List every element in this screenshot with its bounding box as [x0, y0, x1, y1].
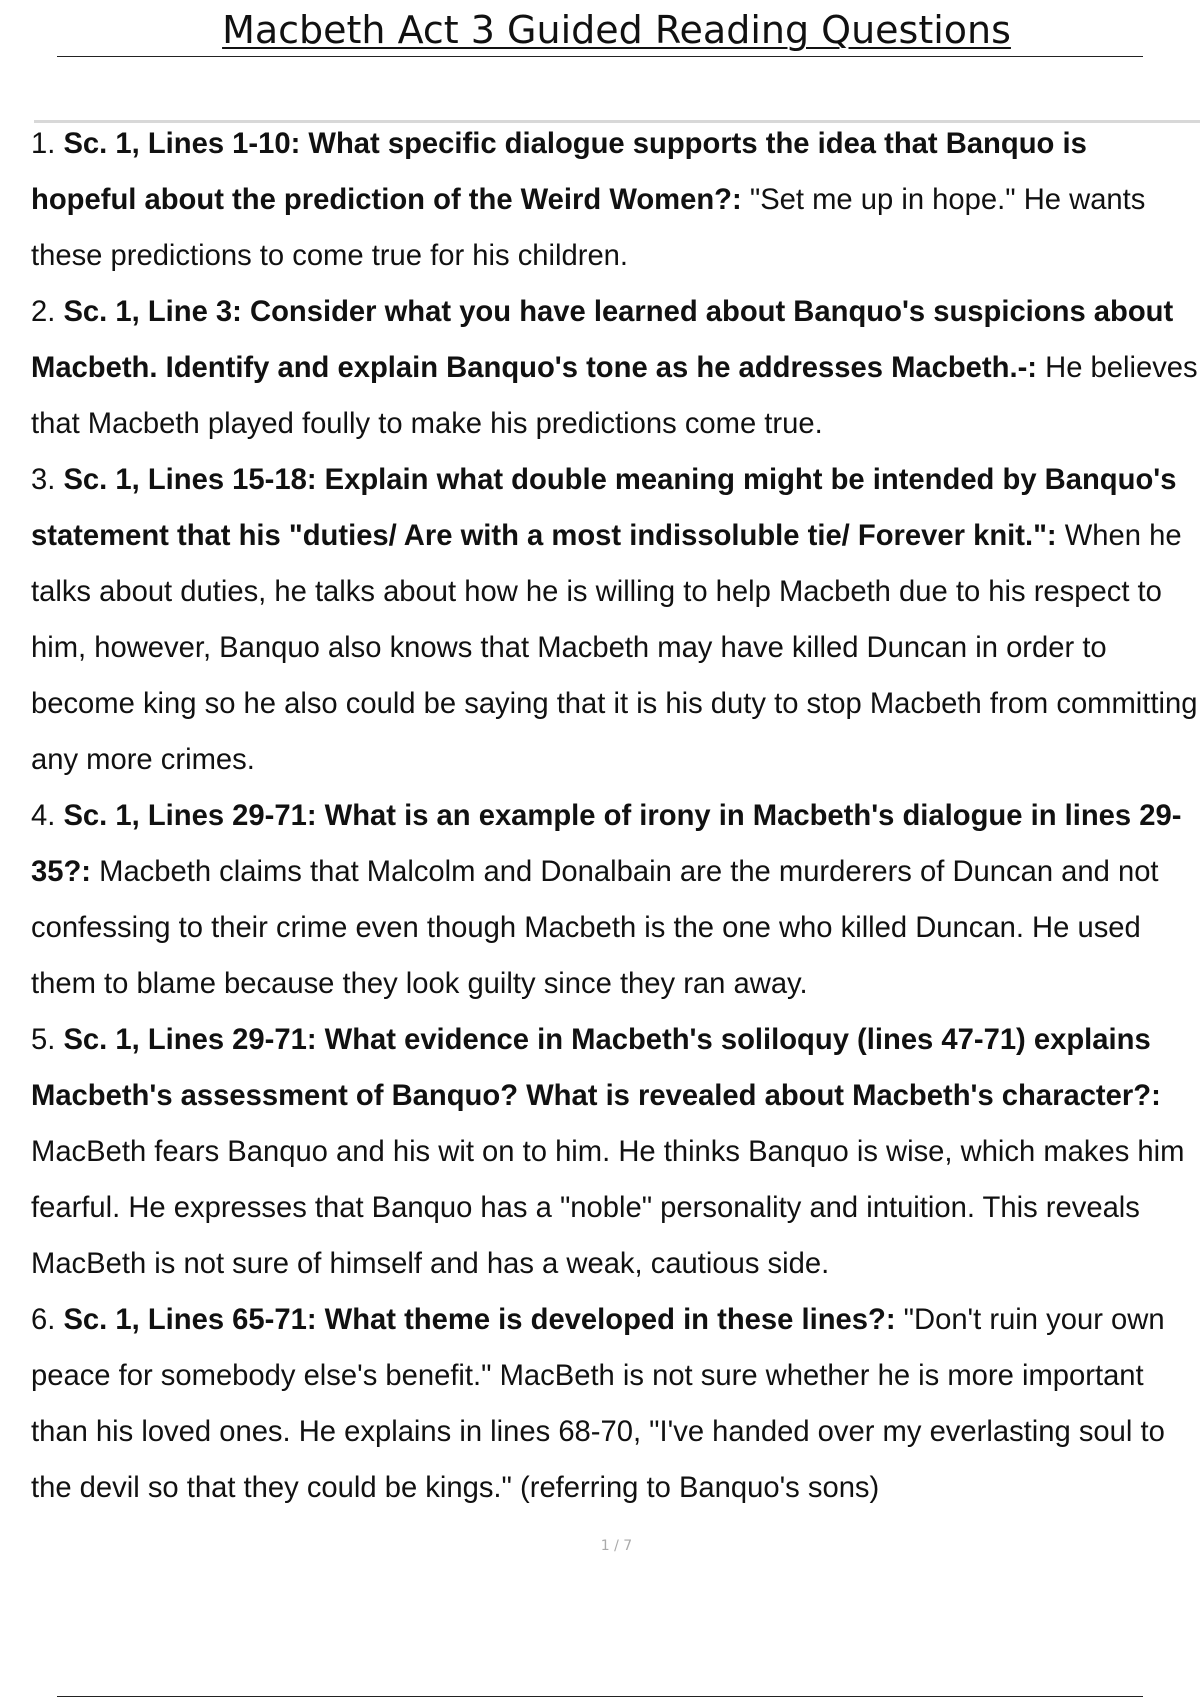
question-item-3	[31, 452, 1200, 788]
question-number: 1.	[31, 128, 56, 160]
question-item-6	[31, 1292, 1200, 1516]
question-item-5	[31, 1012, 1200, 1292]
question-prompt: Sc. 1, Lines 1-10: What specific dialogue supports the idea that Banquo is hopeful about the prediction of the Weird Women?:	[31, 128, 1087, 216]
question-number: 3.	[31, 464, 56, 496]
question-answer: He believes that Macbeth played foully to make his predictions come true.	[31, 352, 1198, 440]
question-number: 5.	[31, 1024, 56, 1056]
question-answer: Macbeth claims that Malcolm and Donalbain are the murderers of Duncan and not confessing to their crime even though Macbeth is the one who killed Duncan. He used them to blame because they look guilty since they ran away.	[31, 856, 1159, 1000]
question-item-1	[31, 116, 1200, 284]
question-number: 2.	[31, 296, 56, 328]
question-answer: When he talks about duties, he talks about how he is willing to help Macbeth due to his respect to him, however, Banquo also knows that Macbeth may have killed Duncan in order to become king so he also could be saying that it is his duty to stop Macbeth from committing any more crimes.	[31, 520, 1198, 776]
footer-divider	[57, 1696, 1143, 1697]
question-item-4	[31, 788, 1200, 1012]
question-number: 4.	[31, 800, 56, 832]
question-answer: "Don't ruin your own peace for somebody else's benefit." MacBeth is not sure whether he is more important than his loved ones. He explains in lines 68-70, "I've handed over my everlasting soul to the devil so that they could be kings." (referring to Banquo's sons)	[31, 1304, 1165, 1504]
question-prompt: Sc. 1, Lines 65-71: What theme is developed in these lines?:	[63, 1304, 896, 1336]
question-list	[31, 116, 1200, 1516]
question-answer: "Set me up in hope." He wants these predictions to come true for his children.	[31, 184, 1146, 272]
page-number: 1 / 7	[600, 1538, 633, 1554]
question-answer: MacBeth fears Banquo and his wit on to him. He thinks Banquo is wise, which makes him fearful. He expresses that Banquo has a "noble" personality and intuition. This reveals MacBeth is not sure of himself and has a weak, cautious side.	[31, 1136, 1185, 1280]
page-title: Macbeth Act 3 Guided Reading Questions	[222, 8, 1011, 52]
question-prompt: Sc. 1, Line 3: Consider what you have learned about Banquo's suspicions about Macbeth. Identify and explain Banquo's tone as he addresses Macbeth.-:	[31, 296, 1174, 384]
title-divider	[57, 56, 1143, 57]
question-number: 6.	[31, 1304, 56, 1336]
question-prompt: Sc. 1, Lines 29-71: What is an example of irony in Macbeth's dialogue in lines 29-35?:	[31, 800, 1182, 888]
question-prompt: Sc. 1, Lines 15-18: Explain what double meaning might be intended by Banquo's statement that his "duties/ Are with a most indissoluble tie/ Forever knit.":	[31, 464, 1177, 552]
question-item-2	[31, 284, 1200, 452]
question-prompt: Sc. 1, Lines 29-71: What evidence in Macbeth's soliloquy (lines 47-71) explains Macbeth's assessment of Banquo? What is revealed about Macbeth's character?:	[31, 1024, 1161, 1112]
